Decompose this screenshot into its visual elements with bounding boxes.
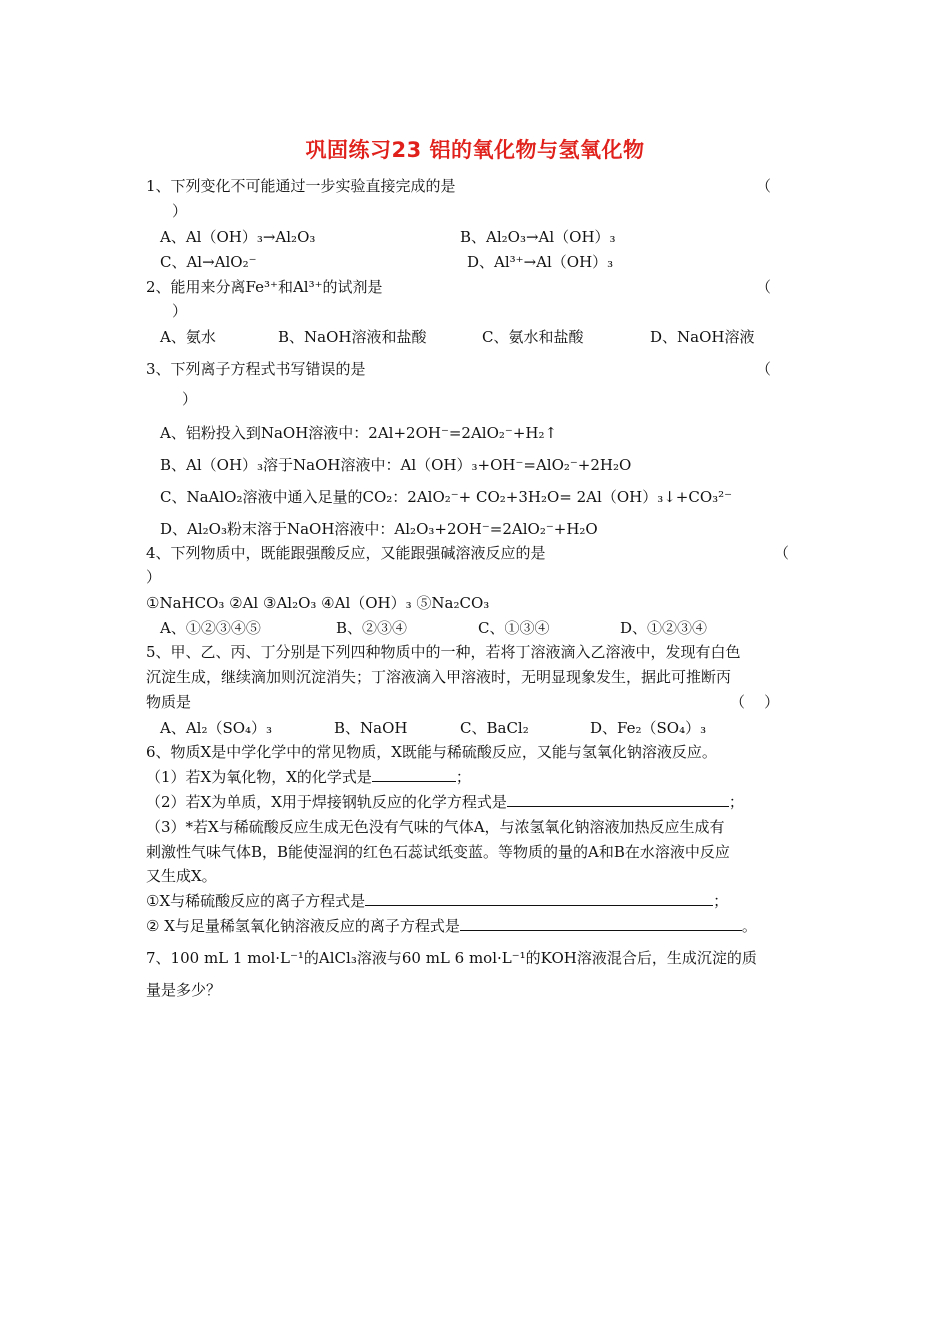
q4-option-d: D、①②③④: [620, 619, 708, 637]
q6-part-3-line-2: 刺激性气味气体B，B能使湿润的红色石蕊试纸变蓝。等物质的量的A和B在水溶液中反应: [146, 843, 730, 861]
q6-sub-1: [146, 891, 728, 911]
q6-sub-2: [146, 916, 757, 936]
q6-sub-2-text: ② X与足量稀氢氧化钠溶液反应的离子方程式是: [146, 917, 460, 935]
q6-part-3-line-3: 又生成X。: [146, 867, 217, 885]
q5-line-1: 5、甲、乙、丙、丁分别是下列四种物质中的一种，若将丁溶液滴入乙溶液中，发现有白色: [146, 643, 741, 661]
q5-option-d: D、Fe₂（SO₄）₃: [590, 719, 707, 737]
q7-line-2: 量是多少？: [146, 981, 222, 999]
q4-paren-open: （: [774, 544, 790, 562]
q6-part-2-blank[interactable]: [507, 792, 729, 807]
q4-option-c: C、①③④: [478, 619, 550, 637]
q5-option-b: B、NaOH: [334, 719, 408, 737]
q6-sub-1-text: ①X与稀硫酸反应的离子方程式是: [146, 892, 366, 910]
q1-stem: 1、下列变化不可能通过一步实验直接完成的是: [146, 177, 456, 195]
q2-stem: 2、能用来分离Fe³⁺和Al³⁺的试剂是: [146, 278, 383, 296]
q1-option-d: D、Al³⁺→Al（OH）₃: [467, 253, 614, 271]
q6-part-3-line-1: （3）*若X与稀硫酸反应生成无色没有气味的气体A，与浓氢氧化钠溶液加热反应生成有: [146, 818, 725, 836]
q3-paren-open: （: [756, 360, 772, 378]
q4-paren-close: ）: [146, 568, 162, 586]
q5-option-c: C、BaCl₂: [460, 719, 529, 737]
q6-part-2-end: ；: [728, 793, 744, 811]
q2-option-d: D、NaOH溶液: [650, 328, 755, 346]
q3-option-c: C、NaAlO₂溶液中通入足量的CO₂：2AlO₂⁻+ CO₂+3H₂O= 2Al（OH）₃↓+CO₃²⁻: [160, 488, 733, 506]
q6-part-1-end: ；: [455, 768, 471, 786]
q6-part-2: [146, 792, 744, 812]
q2-option-b: B、NaOH溶液和盐酸: [278, 328, 427, 346]
page-title: 巩固练习23 铝的氧化物与氢氧化物: [305, 138, 645, 162]
q1-paren-close: ）: [172, 202, 188, 220]
q6-part-1-text: （1）若X为氧化物，X的化学式是: [146, 768, 372, 786]
q2-option-c: C、氨水和盐酸: [482, 328, 584, 346]
q5-line-3: 物质是: [146, 693, 192, 711]
q3-stem: 3、下列离子方程式书写错误的是: [146, 360, 366, 378]
q6-sub-1-blank[interactable]: [365, 891, 713, 906]
q3-option-a: A、铝粉投入到NaOH溶液中：2Al+2OH⁻=2AlO₂⁻+H₂↑: [160, 424, 558, 442]
q1-option-c: C、Al→AlO₂⁻: [160, 253, 257, 271]
q4-option-b: B、②③④: [336, 619, 408, 637]
q5-answer-paren: （ ）: [730, 693, 780, 711]
q3-paren-close: ）: [182, 390, 198, 408]
q3-option-d: D、Al₂O₃粉末溶于NaOH溶液中：Al₂O₃+2OH⁻=2AlO₂⁻+H₂O: [160, 520, 598, 538]
q6-sub-2-end: 。: [741, 917, 757, 935]
q1-option-a: A、Al（OH）₃→Al₂O₃: [160, 228, 316, 246]
q4-stem: 4、下列物质中，既能跟强酸反应，又能跟强碱溶液反应的是: [146, 544, 546, 562]
q5-line-2: 沉淀生成，继续滴加则沉淀消失；丁溶液滴入甲溶液时，无明显现象发生，据此可推断丙: [146, 668, 732, 686]
q1-option-b: B、Al₂O₃→Al（OH）₃: [460, 228, 616, 246]
q5-option-a: A、Al₂（SO₄）₃: [160, 719, 273, 737]
q3-option-b: B、Al（OH）₃溶于NaOH溶液中：Al（OH）₃+OH⁻=AlO₂⁻+2H₂O: [160, 456, 632, 474]
q6-sub-2-blank[interactable]: [460, 916, 742, 931]
q6-part-2-text: （2）若X为单质，X用于焊接钢轨反应的化学方程式是: [146, 793, 507, 811]
q1-paren-open: （: [756, 177, 772, 195]
q6-part-1: [146, 767, 471, 787]
q2-paren-close: ）: [172, 302, 188, 320]
q4-items: ①NaHCO₃ ②Al ③Al₂O₃ ④Al（OH）₃ ⑤Na₂CO₃: [146, 594, 490, 612]
q4-option-a: A、①②③④⑤: [160, 619, 261, 637]
q7-line-1: 7、100 mL 1 mol·L⁻¹的AlCl₃溶液与60 mL 6 mol·L⁻¹的KOH溶液混合后，生成沉淀的质: [146, 949, 757, 967]
q2-option-a: A、氨水: [160, 328, 216, 346]
q6-stem: 6、物质X是中学化学中的常见物质，X既能与稀硫酸反应，又能与氢氧化钠溶液反应。: [146, 743, 717, 761]
q6-sub-1-end: ；: [713, 892, 729, 910]
q6-part-1-blank[interactable]: [372, 767, 456, 782]
q2-paren-open: （: [756, 278, 772, 296]
